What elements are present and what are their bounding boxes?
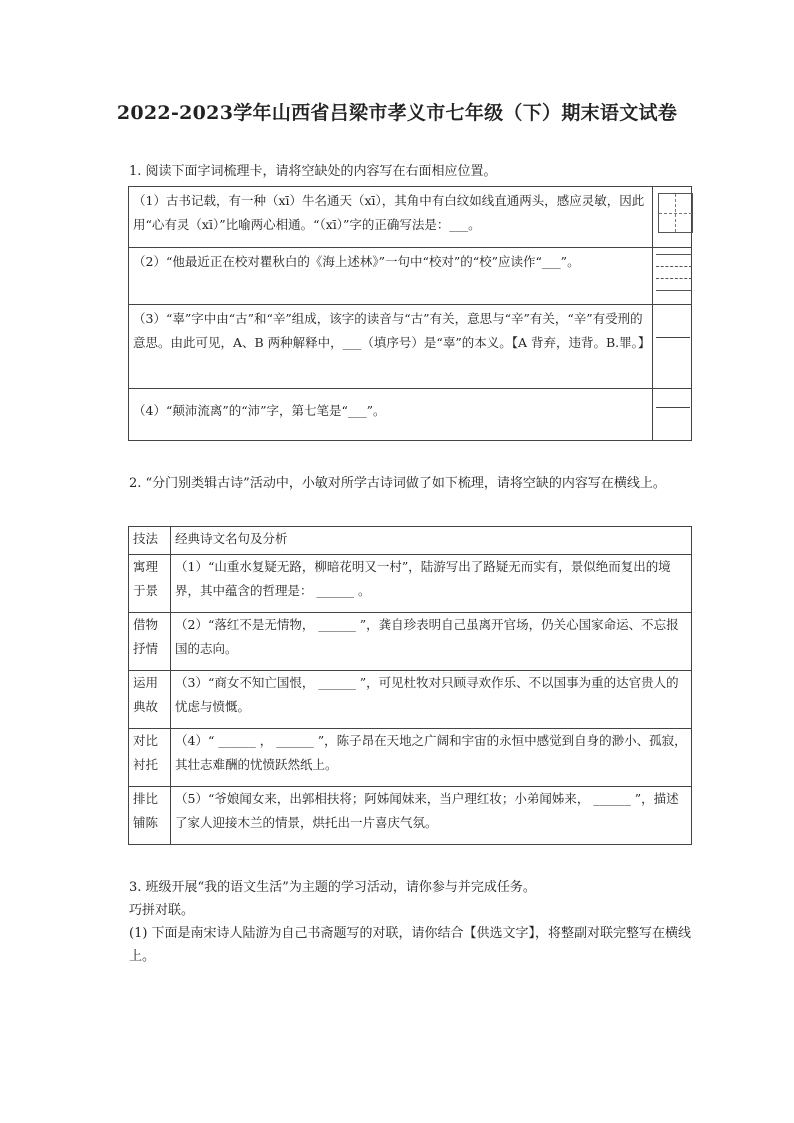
analysis-cell: （5）“爷娘闻女来，出郭相扶将；阿姊闻妹来，当户理红妆；小弟闻姊来， ______ ”，描述了家人迎接木兰的情景，烘托出一片喜庆气氛。 (171, 787, 692, 845)
pinyin-lines-icon (656, 254, 692, 294)
question-3-prompt: 3. 班级开展“我的语文生活”为主题的学习活动，请你参与并完成任务。 (129, 880, 536, 895)
answer-box-1[interactable] (652, 187, 691, 248)
answer-box-3[interactable] (652, 305, 691, 389)
question-3-item-1: (1) 下面是南宋诗人陆游为自己书斋题写的对联，请你结合【供选文字】，将整副对联完整写在横线上。 (129, 926, 692, 964)
question-2-prompt: 2. “分门别类辑古诗”活动中，小敏对所学古诗词做了如下梳理，请将空缺的内容写在横线上。 (129, 476, 666, 491)
technique-cell: 借物抒情 (129, 613, 171, 671)
analysis-cell: （4）“ ______ ， ______ ”，陈子昂在天地之广阔和宇宙的永恒中感觉到自身的渺小、孤寂，其壮志难酬的忧愤跃然纸上。 (171, 729, 692, 787)
q1-item-2: （2）“他最近正在校对瞿秋白的《海上述林》”一句中“校对”的“校”应读作“___”。 (129, 248, 653, 305)
table-header-row (129, 527, 692, 555)
analysis-cell: （3）“商女不知亡国恨， ______ ”，可见杜牧对只顾寻欢作乐、不以国事为重的达官贵人的忧虑与愤慨。 (171, 671, 692, 729)
answer-line (656, 337, 690, 338)
table-row (129, 305, 692, 389)
tianzige-grid-icon (658, 193, 693, 233)
answer-box-4[interactable] (652, 389, 691, 441)
question-3 (129, 876, 692, 968)
table-row (129, 671, 692, 729)
header-analysis: 经典诗文名句及分析 (171, 527, 692, 555)
table-row (129, 555, 692, 613)
table-row (129, 248, 692, 305)
question-1-card-table (128, 186, 692, 441)
q1-item-1: （1）古书记载，有一种（xī）牛名通天（xī），其角中有白纹如线直通两头，感应灵敏，因此用“心有灵（xī）”比喻两心相通。“（xī）”字的正确写法是：___。 (129, 187, 653, 248)
table-row (129, 613, 692, 671)
question-3-subtitle: 巧拼对联。 (129, 903, 195, 918)
question-2-poetry-table (128, 526, 692, 845)
answer-line (656, 407, 690, 408)
table-row (129, 389, 692, 441)
analysis-cell: （2）“落红不是无情物， ______ ”，龚自珍表明自己虽离开官场，仍关心国家命运、不忘报国的志向。 (171, 613, 692, 671)
technique-cell: 寓理于景 (129, 555, 171, 613)
header-technique: 技法 (129, 527, 171, 555)
question-1-prompt: 1. 阅读下面字词梳理卡，请将空缺处的内容写在右面相应位置。 (129, 164, 497, 179)
table-row (129, 729, 692, 787)
answer-box-2[interactable] (652, 248, 691, 305)
table-row (129, 787, 692, 845)
technique-cell: 运用典故 (129, 671, 171, 729)
q1-item-4: （4）“颠沛流离”的“沛”字，第七笔是“___”。 (129, 389, 653, 441)
q1-item-3: （3）“辜”字中由“古”和“辛”组成，该字的读音与“古”有关，意思与“辛”有关，“辛”有受刑的意思。由此可见，A、B 两种解释中，___（填序号）是“辜”的本义。【A 背弃，违背。B.罪。】 (129, 305, 653, 389)
technique-cell: 排比铺陈 (129, 787, 171, 845)
analysis-cell: （1）“山重水复疑无路，柳暗花明又一村”，陆游写出了路疑无而实有，景似绝而复出的境界，其中蕴含的哲理是： ______ 。 (171, 555, 692, 613)
table-row (129, 187, 692, 248)
technique-cell: 对比衬托 (129, 729, 171, 787)
page-title: 2022-2023学年山西省吕梁市孝义市七年级（下）期末语文试卷 (116, 102, 678, 124)
